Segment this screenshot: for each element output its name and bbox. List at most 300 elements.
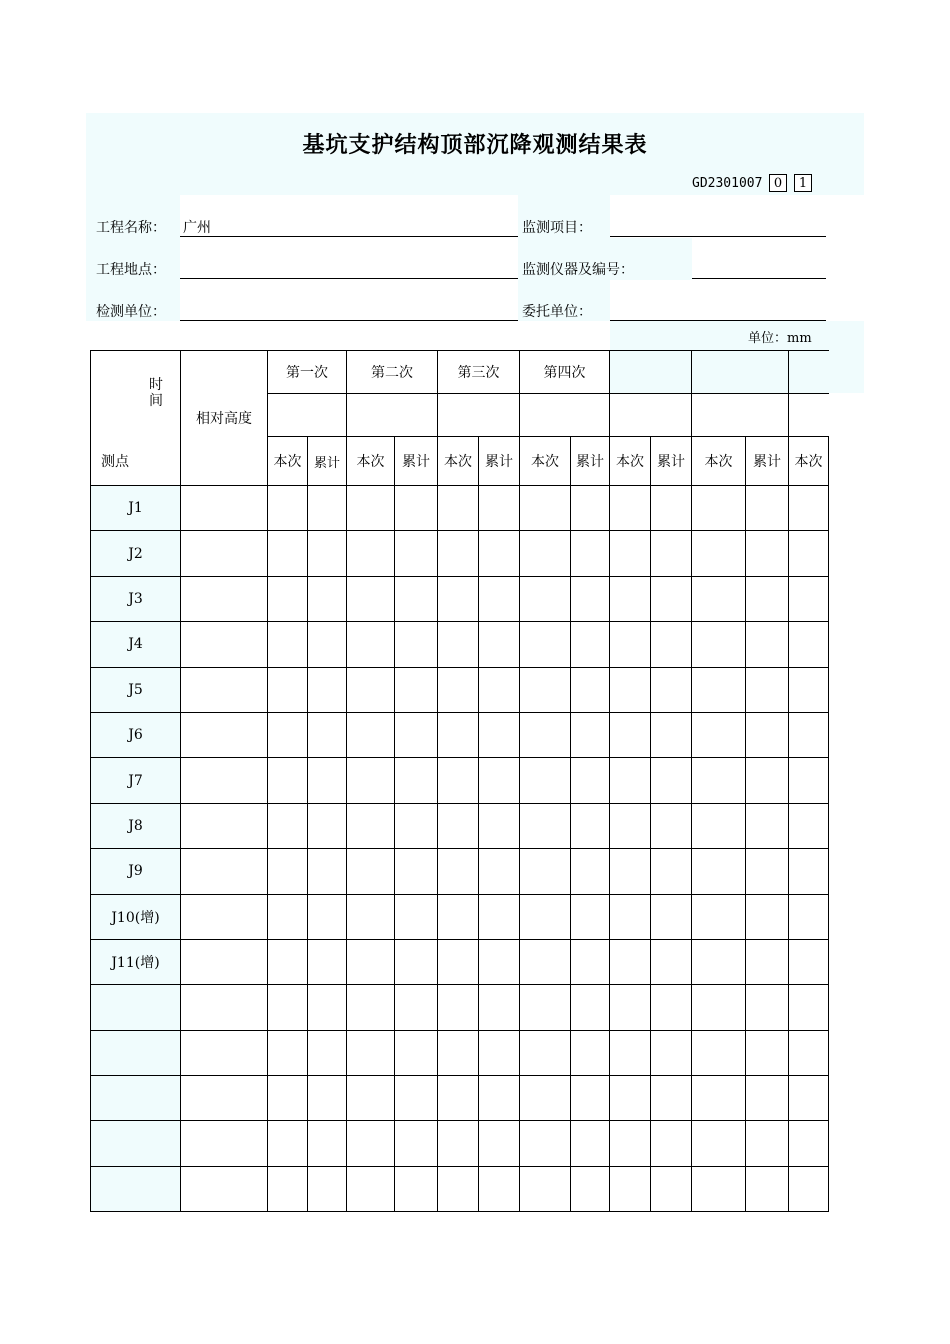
table-row — [91, 758, 829, 803]
measurement-cell[interactable] — [789, 939, 829, 984]
measurement-cell[interactable] — [268, 894, 308, 939]
sub-current-header: 本次 — [438, 437, 479, 486]
measurement-cell[interactable] — [651, 576, 692, 621]
measurement-cell[interactable] — [692, 531, 746, 576]
measurement-cell[interactable] — [479, 576, 520, 621]
measurement-cell[interactable] — [789, 758, 829, 803]
sub-current-header: 本次 — [789, 437, 829, 486]
relative-height-cell[interactable] — [181, 803, 268, 848]
measurement-cell[interactable] — [651, 712, 692, 757]
measurement-cell[interactable] — [571, 1166, 610, 1211]
measurement-cell[interactable] — [479, 531, 520, 576]
point-label: J10(增) — [91, 894, 181, 939]
measurement-cell[interactable] — [789, 1030, 829, 1075]
project-name-field[interactable]: 广州 — [183, 220, 211, 236]
measurement-cell[interactable] — [395, 712, 438, 757]
table-row — [91, 1121, 829, 1166]
measurement-cell[interactable] — [438, 939, 479, 984]
point-label — [91, 1030, 181, 1075]
measurement-cell[interactable] — [479, 1121, 520, 1166]
measurement-cell[interactable] — [746, 667, 789, 712]
measurement-cell[interactable] — [651, 1166, 692, 1211]
measurement-cell[interactable] — [651, 894, 692, 939]
measurement-cell[interactable] — [651, 1030, 692, 1075]
relative-height-cell[interactable] — [181, 758, 268, 803]
table-row — [91, 486, 829, 531]
relative-height-cell[interactable] — [181, 531, 268, 576]
date-cell[interactable] — [520, 394, 610, 437]
relative-height-cell[interactable] — [181, 486, 268, 531]
relative-height-cell[interactable] — [181, 894, 268, 939]
measurement-cell[interactable] — [268, 486, 308, 531]
form-code-box-1[interactable]: 0 — [769, 174, 787, 192]
measurement-cell[interactable] — [395, 758, 438, 803]
measurement-cell[interactable] — [395, 1121, 438, 1166]
measurement-cell[interactable] — [571, 622, 610, 667]
date-cell[interactable] — [438, 394, 520, 437]
measurement-cell[interactable] — [520, 667, 571, 712]
table-row — [91, 894, 829, 939]
measurement-cell[interactable] — [268, 939, 308, 984]
measurement-cell[interactable] — [308, 1121, 347, 1166]
measurement-cell[interactable] — [571, 1076, 610, 1121]
measurement-cell[interactable] — [520, 939, 571, 984]
measurement-cell[interactable] — [347, 667, 395, 712]
table-row — [91, 985, 829, 1030]
table-row — [91, 939, 829, 984]
date-cell[interactable] — [347, 394, 438, 437]
measurement-cell[interactable] — [692, 1166, 746, 1211]
measurement-cell[interactable] — [571, 531, 610, 576]
measurement-cell[interactable] — [438, 712, 479, 757]
date-cell[interactable] — [692, 394, 789, 437]
table-row — [91, 1166, 829, 1211]
measurement-cell[interactable] — [268, 1076, 308, 1121]
measurement-cell[interactable] — [395, 849, 438, 894]
measurement-cell[interactable] — [520, 1076, 571, 1121]
measurement-cell[interactable] — [571, 939, 610, 984]
corner-point-label: 测点 — [101, 454, 129, 470]
measurement-cell[interactable] — [395, 1166, 438, 1211]
measurement-cell[interactable] — [651, 531, 692, 576]
measurement-cell[interactable] — [746, 803, 789, 848]
measurement-cell[interactable] — [479, 1030, 520, 1075]
measurement-cell[interactable] — [746, 531, 789, 576]
measurement-cell[interactable] — [610, 1121, 651, 1166]
measurement-cell[interactable] — [308, 758, 347, 803]
measurement-cell[interactable] — [308, 1166, 347, 1211]
measurement-cell[interactable] — [479, 985, 520, 1030]
measurement-cell[interactable] — [746, 849, 789, 894]
measurement-cell[interactable] — [308, 712, 347, 757]
measurement-cell[interactable] — [789, 1121, 829, 1166]
measurement-cell[interactable] — [347, 939, 395, 984]
table-row — [91, 531, 829, 576]
measurement-cell[interactable] — [268, 1030, 308, 1075]
point-label — [91, 985, 181, 1030]
measurement-cell[interactable] — [746, 1121, 789, 1166]
measurement-cell[interactable] — [692, 1030, 746, 1075]
measurement-cell[interactable] — [692, 758, 746, 803]
point-label: J11(增) — [91, 939, 181, 984]
measurement-cell[interactable] — [746, 712, 789, 757]
relative-height-cell[interactable] — [181, 985, 268, 1030]
corner-header-cell — [91, 351, 181, 486]
measurement-cell[interactable] — [610, 667, 651, 712]
measurement-cell[interactable] — [651, 1121, 692, 1166]
measurement-cell[interactable] — [520, 712, 571, 757]
measurement-cell[interactable] — [789, 1166, 829, 1211]
form-code-box-2[interactable]: 1 — [794, 174, 812, 192]
measurement-cell[interactable] — [746, 486, 789, 531]
measurement-cell[interactable] — [651, 622, 692, 667]
relative-height-cell[interactable] — [181, 1166, 268, 1211]
measurement-cell[interactable] — [347, 486, 395, 531]
measurement-cell[interactable] — [746, 576, 789, 621]
measurement-cell[interactable] — [438, 1076, 479, 1121]
measurement-cell[interactable] — [692, 576, 746, 621]
measurement-cell[interactable] — [347, 1030, 395, 1075]
measurement-cell[interactable] — [395, 531, 438, 576]
point-label: J5 — [91, 667, 181, 712]
measurement-cell[interactable] — [651, 849, 692, 894]
measurement-cell[interactable] — [268, 576, 308, 621]
point-label: J8 — [91, 803, 181, 848]
measurement-cell[interactable] — [746, 758, 789, 803]
measurement-cell[interactable] — [571, 849, 610, 894]
point-label: J3 — [91, 576, 181, 621]
measurement-cell[interactable] — [438, 576, 479, 621]
measurement-cell[interactable] — [651, 985, 692, 1030]
relative-height-header: 相对高度 — [181, 351, 268, 486]
measurement-cell[interactable] — [610, 486, 651, 531]
measurement-cell[interactable] — [395, 667, 438, 712]
measurement-cell[interactable] — [520, 849, 571, 894]
point-label: J7 — [91, 758, 181, 803]
measurement-cell[interactable] — [692, 667, 746, 712]
point-label: J4 — [91, 622, 181, 667]
measurement-cell[interactable] — [692, 622, 746, 667]
measurement-cell[interactable] — [610, 712, 651, 757]
measurement-cell[interactable] — [571, 985, 610, 1030]
measurement-cell[interactable] — [651, 667, 692, 712]
measurement-cell[interactable] — [610, 849, 651, 894]
measurement-cell[interactable] — [347, 803, 395, 848]
measurement-cell[interactable] — [438, 622, 479, 667]
measurement-cell[interactable] — [651, 758, 692, 803]
measurement-cell[interactable] — [438, 667, 479, 712]
measurement-cell[interactable] — [479, 939, 520, 984]
measurement-cell[interactable] — [651, 486, 692, 531]
round-header-5[interactable] — [610, 351, 692, 394]
relative-height-cell[interactable] — [181, 712, 268, 757]
measurement-cell[interactable] — [571, 486, 610, 531]
monitor-item-field[interactable] — [610, 236, 826, 237]
measurement-cell[interactable] — [268, 531, 308, 576]
measurement-cell[interactable] — [520, 985, 571, 1030]
round-header-2: 第二次 — [347, 351, 438, 394]
sub-cumulative-header: 累计 — [571, 437, 610, 486]
measurement-cell[interactable] — [438, 1030, 479, 1075]
measurement-cell[interactable] — [520, 486, 571, 531]
measurement-cell[interactable] — [610, 894, 651, 939]
measurement-cell[interactable] — [347, 894, 395, 939]
measurement-cell[interactable] — [479, 849, 520, 894]
measurement-cell[interactable] — [692, 849, 746, 894]
measurement-cell[interactable] — [395, 486, 438, 531]
point-label: J6 — [91, 712, 181, 757]
point-label: J1 — [91, 486, 181, 531]
measurement-cell[interactable] — [746, 894, 789, 939]
measurement-cell[interactable] — [692, 985, 746, 1030]
measurement-cell[interactable] — [438, 531, 479, 576]
relative-height-cell[interactable] — [181, 1076, 268, 1121]
measurement-cell[interactable] — [746, 985, 789, 1030]
relative-height-cell[interactable] — [181, 622, 268, 667]
measurement-cell[interactable] — [520, 758, 571, 803]
measurement-cell[interactable] — [395, 939, 438, 984]
measurement-cell[interactable] — [571, 1121, 610, 1166]
measurement-cell[interactable] — [308, 576, 347, 621]
measurement-cell[interactable] — [571, 1030, 610, 1075]
table-row — [91, 667, 829, 712]
point-label — [91, 1166, 181, 1211]
measurement-cell[interactable] — [347, 1121, 395, 1166]
measurement-cell[interactable] — [789, 849, 829, 894]
measurement-cell[interactable] — [789, 531, 829, 576]
measurement-cell[interactable] — [571, 712, 610, 757]
measurement-cell[interactable] — [789, 985, 829, 1030]
client-unit-field[interactable] — [610, 320, 826, 321]
relative-height-cell[interactable] — [181, 667, 268, 712]
measurement-cell[interactable] — [571, 758, 610, 803]
measurement-cell[interactable] — [438, 803, 479, 848]
measurement-cell[interactable] — [746, 1030, 789, 1075]
measurement-cell[interactable] — [308, 939, 347, 984]
measurement-cell[interactable] — [789, 622, 829, 667]
measurement-cell[interactable] — [438, 758, 479, 803]
round-header-3: 第三次 — [438, 351, 520, 394]
measurement-cell[interactable] — [268, 985, 308, 1030]
round-header-7[interactable] — [789, 351, 829, 394]
measurement-cell[interactable] — [789, 1076, 829, 1121]
date-cell[interactable] — [610, 394, 692, 437]
project-location-field[interactable] — [180, 278, 518, 279]
point-label — [91, 1076, 181, 1121]
measurement-cell[interactable] — [479, 667, 520, 712]
measurement-cell[interactable] — [789, 486, 829, 531]
relative-height-cell[interactable] — [181, 1030, 268, 1075]
measurement-cell[interactable] — [746, 1166, 789, 1211]
measurement-cell[interactable] — [746, 939, 789, 984]
round-header-1: 第一次 — [268, 351, 347, 394]
measurement-cell[interactable] — [520, 894, 571, 939]
measurement-cell[interactable] — [520, 1030, 571, 1075]
measurement-cell[interactable] — [479, 758, 520, 803]
measurement-cell[interactable] — [520, 1166, 571, 1211]
measurement-cell[interactable] — [571, 803, 610, 848]
measurement-cell[interactable] — [789, 576, 829, 621]
measurement-cell[interactable] — [268, 849, 308, 894]
measurement-cell[interactable] — [746, 622, 789, 667]
measurement-cell[interactable] — [520, 1121, 571, 1166]
table-row — [91, 622, 829, 667]
relative-height-cell[interactable] — [181, 1121, 268, 1166]
measurement-cell[interactable] — [347, 758, 395, 803]
measurement-cell[interactable] — [395, 576, 438, 621]
measurement-cell[interactable] — [438, 486, 479, 531]
measurement-cell[interactable] — [651, 1076, 692, 1121]
measurement-cell[interactable] — [520, 576, 571, 621]
measurement-cell[interactable] — [479, 803, 520, 848]
measurement-cell[interactable] — [438, 985, 479, 1030]
measurement-cell[interactable] — [479, 712, 520, 757]
measurement-cell[interactable] — [347, 576, 395, 621]
measurement-cell[interactable] — [308, 486, 347, 531]
measurement-cell[interactable] — [610, 1076, 651, 1121]
table-row — [91, 576, 829, 621]
measurement-cell[interactable] — [308, 1076, 347, 1121]
measurement-cell[interactable] — [308, 531, 347, 576]
date-cell[interactable] — [789, 394, 829, 437]
page-title: 基坑支护结构顶部沉降观测结果表 — [302, 133, 648, 158]
measurement-cell[interactable] — [438, 894, 479, 939]
measurement-cell[interactable] — [571, 667, 610, 712]
measurement-cell[interactable] — [308, 894, 347, 939]
sub-current-header: 本次 — [347, 437, 395, 486]
date-cell[interactable] — [268, 394, 347, 437]
measurement-cell[interactable] — [789, 712, 829, 757]
point-label — [91, 1121, 181, 1166]
measurement-cell[interactable] — [610, 1166, 651, 1211]
measurement-cell[interactable] — [347, 712, 395, 757]
measurement-cell[interactable] — [395, 985, 438, 1030]
measurement-cell[interactable] — [395, 894, 438, 939]
measurement-cell[interactable] — [651, 803, 692, 848]
measurement-cell[interactable] — [520, 531, 571, 576]
table-row — [91, 803, 829, 848]
measurement-cell[interactable] — [610, 531, 651, 576]
measurement-cell[interactable] — [395, 622, 438, 667]
measurement-cell[interactable] — [308, 1030, 347, 1075]
measurement-cell[interactable] — [395, 1076, 438, 1121]
measurement-cell[interactable] — [692, 1121, 746, 1166]
measurement-cell[interactable] — [308, 849, 347, 894]
measurement-cell[interactable] — [395, 1030, 438, 1075]
sub-cumulative-header: 累计 — [651, 437, 692, 486]
measurement-cell[interactable] — [520, 622, 571, 667]
point-label: J9 — [91, 849, 181, 894]
measurement-cell[interactable] — [520, 803, 571, 848]
measurement-cell[interactable] — [479, 1076, 520, 1121]
measurement-cell[interactable] — [651, 939, 692, 984]
sub-cumulative-header: 累计 — [308, 437, 347, 486]
measurement-cell[interactable] — [347, 1166, 395, 1211]
round-header-4: 第四次 — [520, 351, 610, 394]
measurement-cell[interactable] — [789, 894, 829, 939]
instrument-field[interactable] — [692, 278, 826, 279]
relative-height-cell[interactable] — [181, 576, 268, 621]
measurement-cell[interactable] — [268, 803, 308, 848]
measurement-cell[interactable] — [308, 622, 347, 667]
measurement-cell[interactable] — [789, 803, 829, 848]
sub-current-header: 本次 — [268, 437, 308, 486]
project-name-underline — [180, 236, 518, 237]
measurement-cell[interactable] — [692, 1076, 746, 1121]
measurement-cell[interactable] — [268, 622, 308, 667]
measurement-cell[interactable] — [610, 758, 651, 803]
instrument-label: 监测仪器及编号： — [522, 262, 634, 278]
measurement-cell[interactable] — [268, 667, 308, 712]
measurement-cell[interactable] — [479, 894, 520, 939]
measurement-cell[interactable] — [438, 1166, 479, 1211]
measurement-cell[interactable] — [479, 622, 520, 667]
measurement-cell[interactable] — [692, 712, 746, 757]
sub-current-header: 本次 — [520, 437, 571, 486]
form-code: GD2301007 — [692, 176, 763, 191]
measurement-cell[interactable] — [268, 1166, 308, 1211]
measurement-cell[interactable] — [308, 985, 347, 1030]
table-row — [91, 1030, 829, 1075]
measurement-cell[interactable] — [438, 1121, 479, 1166]
measurement-cell[interactable] — [610, 576, 651, 621]
measurement-cell[interactable] — [610, 1030, 651, 1075]
relative-height-cell[interactable] — [181, 849, 268, 894]
measurement-cell[interactable] — [347, 622, 395, 667]
measurement-cell[interactable] — [479, 1166, 520, 1211]
sub-cumulative-header: 累计 — [746, 437, 789, 486]
table-row — [91, 712, 829, 757]
measurement-cell[interactable] — [347, 849, 395, 894]
sub-current-header: 本次 — [610, 437, 651, 486]
measurement-cell[interactable] — [692, 894, 746, 939]
measurement-cell[interactable] — [571, 576, 610, 621]
measurement-cell[interactable] — [268, 712, 308, 757]
measurement-cell[interactable] — [308, 667, 347, 712]
measurement-cell[interactable] — [571, 894, 610, 939]
client-unit-label: 委托单位： — [522, 304, 592, 320]
inspection-unit-field[interactable] — [180, 320, 518, 321]
monitor-item-label: 监测项目： — [522, 220, 592, 236]
measurement-cell[interactable] — [438, 849, 479, 894]
measurement-cell[interactable] — [347, 531, 395, 576]
point-label: J2 — [91, 531, 181, 576]
table-row — [91, 1076, 829, 1121]
measurement-cell[interactable] — [610, 622, 651, 667]
measurement-cell[interactable] — [692, 803, 746, 848]
settlement-table — [90, 350, 829, 1212]
measurement-cell[interactable] — [746, 1076, 789, 1121]
sub-cumulative-header: 累计 — [395, 437, 438, 486]
measurement-cell[interactable] — [610, 803, 651, 848]
measurement-cell[interactable] — [268, 758, 308, 803]
measurement-cell[interactable] — [395, 803, 438, 848]
corner-time-label: 时 间 — [149, 377, 163, 409]
sub-current-header: 本次 — [692, 437, 746, 486]
measurement-cell[interactable] — [479, 486, 520, 531]
measurement-cell[interactable] — [789, 667, 829, 712]
measurement-cell[interactable] — [610, 985, 651, 1030]
measurement-cell[interactable] — [347, 985, 395, 1030]
measurement-cell[interactable] — [308, 803, 347, 848]
measurement-cell[interactable] — [610, 939, 651, 984]
measurement-cell[interactable] — [347, 1076, 395, 1121]
relative-height-cell[interactable] — [181, 939, 268, 984]
measurement-cell[interactable] — [692, 486, 746, 531]
measurement-cell[interactable] — [268, 1121, 308, 1166]
measurement-cell[interactable] — [692, 939, 746, 984]
round-header-6[interactable] — [692, 351, 789, 394]
